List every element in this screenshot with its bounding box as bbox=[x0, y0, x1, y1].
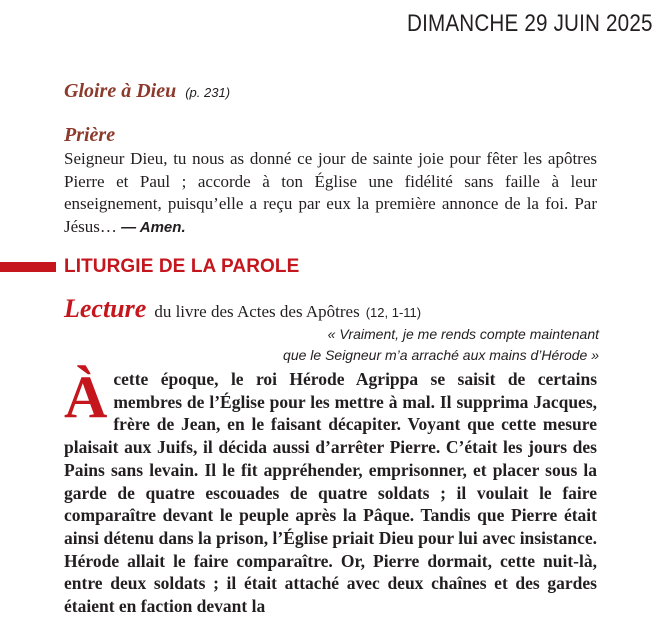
lecture-reference: (12, 1-11) bbox=[365, 305, 422, 320]
section-marker-bar bbox=[0, 262, 56, 272]
lecture-body: cette époque, le roi Hérode Agrippa se saisit de certains membres de l’Église pour les mettre à mal. Il supprima Jacques, frère de Jean, en le faisant décapiter. Voyant que cette mesure plaisait aux Juifs, il décida aussi d’arrêter Pierre. C’était les jours des Pains sans levain. Il le fit appréhender, emprisonner, et placer sous la garde de quatre escouades de quatre soldats ; il voulait le faire comparaître devant le peuple après la Pâque. Tandis que Pierre était ainsi détenu dans la prison, l’Église priait Dieu pour lui avec insistance. Hérode allait le faire comparaître. Or, Pierre dormait, cette nuit-là, entre deux soldats ; il était attaché avec deux chaînes et des gardes étaient en faction devant la bbox=[64, 369, 597, 617]
page-date: DIMANCHE 29 JUIN 2025 bbox=[407, 10, 653, 37]
priere-amen: — Amen. bbox=[121, 218, 186, 236]
priere-body bbox=[64, 148, 597, 239]
lecture-text bbox=[64, 364, 597, 618]
gloire-heading bbox=[64, 80, 230, 103]
gloire-page-ref: (p. 231) bbox=[185, 85, 231, 100]
lecture-quote-line-1: « Vraiment, je me rends compte maintenant bbox=[327, 326, 599, 342]
drop-cap: À bbox=[64, 364, 108, 430]
lecture-title: Lecture bbox=[64, 294, 147, 323]
lecture-heading bbox=[64, 294, 421, 324]
priere-title: Prière bbox=[64, 124, 116, 146]
section-title: LITURGIE DE LA PAROLE bbox=[64, 256, 300, 277]
gloire-title: Gloire à Dieu bbox=[64, 80, 177, 102]
lecture-quote-line-2: que le Seigneur m’a arraché aux mains d’Hérode » bbox=[283, 347, 599, 363]
priere-text: Seigneur Dieu, tu nous as donné ce jour de sainte joie pour fêter les apôtres Pierre et Paul ; accorde à ton Église une fidélité sans faille à leur enseignement, puisqu’elle a reçu par eux la première annonce de la foi. Par Jésus… bbox=[64, 149, 597, 236]
lecture-source: du livre des Actes des Apôtres bbox=[154, 302, 360, 321]
